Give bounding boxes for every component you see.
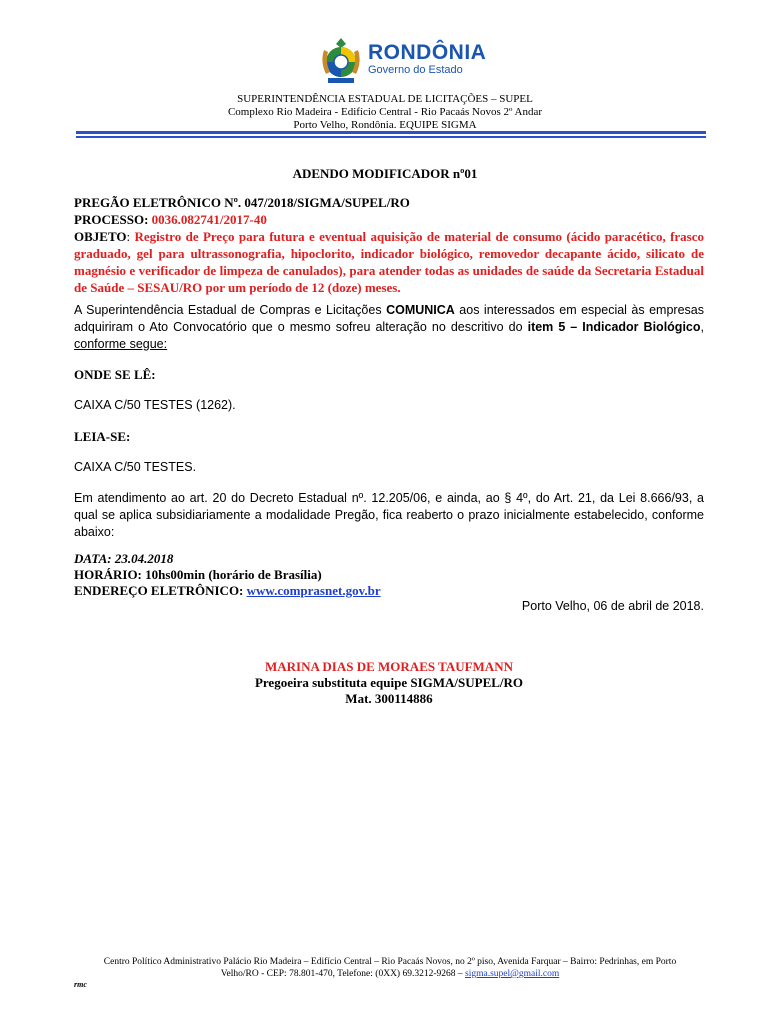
author-initials: rmc <box>74 980 87 989</box>
schedule-date: DATA: 23.04.2018 <box>74 551 174 566</box>
footer-line-1: Centro Político Administrativo Palácio Rio Madeira – Edifício Central – Rio Pacaás Novos, no 2º piso, Avenida Farquar – Bairro: Pedrinhas, em Porto <box>103 957 677 967</box>
atendimento-paragraph: Em atendimento ao art. 20 do Decreto Estadual nº. 12.205/06, e ainda, ao § 4º, do Art. 21, da Lei 8.666/93, a qual se aplica subsidiariamente a modalidade Pregão, fica reaberto o prazo inicialmente estabelecido, conforme abaixo: <box>74 491 704 539</box>
schedule-time: HORÁRIO: 10hs00min (horário de Brasília) <box>74 567 322 582</box>
schedule-address <box>74 582 704 599</box>
objeto-text: Registro de Preço para futura e eventual aquisição de material de consumo (ácido paracético, frasco graduado, gel para ultrassonografia, hipoclorito, indicador biológico, removedor decapante ácido, silicato de magnésio e verificador de limpeza de canulados), para atender todas as unidades de saúde da Secretaria Estadual de Saúde – SESAU/RO por um período de 12 (doze) meses. <box>74 229 704 295</box>
objeto-paragraph <box>74 228 704 296</box>
leia-se-label: LEIA-SE: <box>74 429 131 444</box>
coat-of-arms-icon <box>318 36 364 86</box>
address-label: ENDEREÇO ELETRÔNICO: <box>74 583 247 598</box>
page-footer <box>60 956 720 980</box>
footer-contact: Velho/RO - CEP: 78.801-470, Telefone: (0XX) 69.3212-9268 – <box>220 969 466 979</box>
processo-value: 0036.082741/2017-40 <box>151 212 267 227</box>
place-date: Porto Velho, 06 de abril de 2018. <box>521 599 704 613</box>
processo-line <box>74 211 704 228</box>
header-line-1: SUPERINTENDÊNCIA ESTADUAL DE LICITAÇÕES – SUPEL <box>237 93 533 105</box>
logo-brand-text: RONDÔNIA <box>368 41 487 64</box>
conforme-segue: conforme segue: <box>74 337 168 351</box>
signatory-role: Pregoeira substituta equipe SIGMA/SUPEL/RO <box>254 675 524 690</box>
objeto-sep: : <box>126 229 135 244</box>
pregao-number: PREGÃO ELETRÔNICO Nº. 047/2018/SIGMA/SUPEL/RO <box>74 195 410 210</box>
onde-se-le-label: ONDE SE LÊ: <box>74 367 156 382</box>
comunica-text-2: aos interessados em especial às empresas adquiriram o Ato Convocatório que o mesmo sofreu alteração no descritivo do <box>74 303 704 334</box>
comprasnet-link[interactable]: www.comprasnet.gov.br <box>246 583 381 598</box>
logo-subtitle: Governo do Estado <box>368 64 463 76</box>
rondonia-logo <box>318 36 487 86</box>
document-title: ADENDO MODIFICADOR nº01 <box>292 166 478 181</box>
comunica-text-1: A Superintendência Estadual de Compras e Licitações <box>74 303 387 317</box>
footer-line-2 <box>60 968 720 980</box>
header-divider-thin <box>76 136 706 138</box>
signatory-mat: Mat. 300114886 <box>345 691 433 706</box>
signatory-name: MARINA DIAS DE MORAES TAUFMANN <box>265 659 513 674</box>
item-5-label: item 5 – Indicador Biológico <box>527 320 701 334</box>
header-divider-thick <box>76 131 706 134</box>
footer-email-link[interactable]: sigma.supel@gmail.com <box>465 969 560 979</box>
processo-label: PROCESSO: <box>74 212 152 227</box>
comunica-bold: COMUNICA <box>386 303 455 317</box>
comunica-paragraph <box>74 302 704 353</box>
onde-se-le-text: CAIXA C/50 TESTES (1262). <box>74 398 236 412</box>
objeto-label: OBJETO <box>74 229 127 244</box>
comunica-text-3: , <box>700 320 704 334</box>
leia-se-text: CAIXA C/50 TESTES. <box>74 460 197 474</box>
header-line-2: Complexo Rio Madeira - Edifício Central - Rio Pacaás Novos 2º Andar <box>227 106 543 118</box>
header-line-3: Porto Velho, Rondônia. EQUIPE SIGMA <box>293 119 477 131</box>
